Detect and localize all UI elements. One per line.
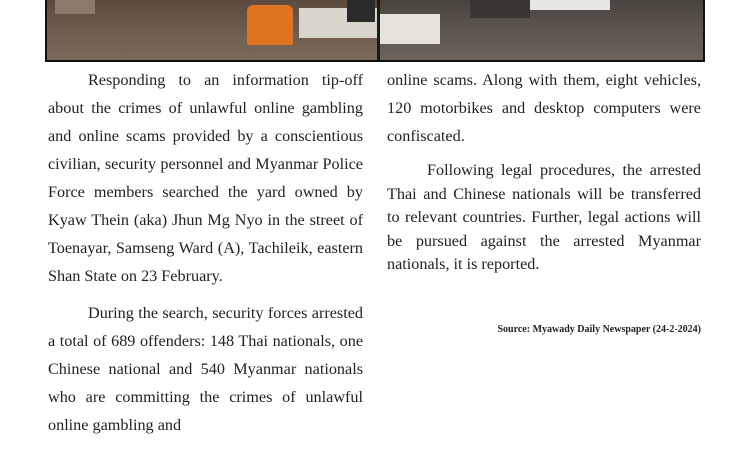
article-paragraph-2: During the search, security forces arrested a total of 689 offenders: 148 Thai nationals, one Chinese national and 540 Myanmar nationals who are committing the crimes of unlawful online gambling and <box>48 304 363 434</box>
article-paragraph-1: Responding to an information tip-off about the crimes of unlawful online gambling and online scams provided by a conscientious civilian, security personnel and Myanmar Police Force members searched the yard owned by Kyaw Thein (aka) Jhun Mg Nyo in the street of Toenayar, Samseng Ward (A), Tachileik, eastern Shan State on 23 February. <box>48 71 363 285</box>
article-paragraph-3: Following legal procedures, the arrested Thai and Chinese nationals will be transferred to relevant countries. Further, legal actions will be pursued against the arrested Myanmar nationals, it is reported. <box>387 161 701 273</box>
office-photo-left <box>47 0 377 60</box>
article-column-left <box>48 66 363 439</box>
article-paragraph-2-continued: online scams. Along with them, eight vehicles, 120 motorbikes and desktop computers were confiscated. <box>387 71 701 145</box>
chair-shadow <box>55 0 95 14</box>
article-column-right <box>387 66 701 277</box>
orange-chair <box>247 5 293 45</box>
desk-right <box>380 14 440 44</box>
office-photo-right <box>380 0 703 60</box>
photo-strip <box>45 0 705 62</box>
workstation <box>470 0 530 18</box>
source-credit: Source: Myawady Daily Newspaper (24-2-2024) <box>497 324 701 335</box>
monitor <box>347 0 375 22</box>
monitor-right <box>530 0 610 10</box>
